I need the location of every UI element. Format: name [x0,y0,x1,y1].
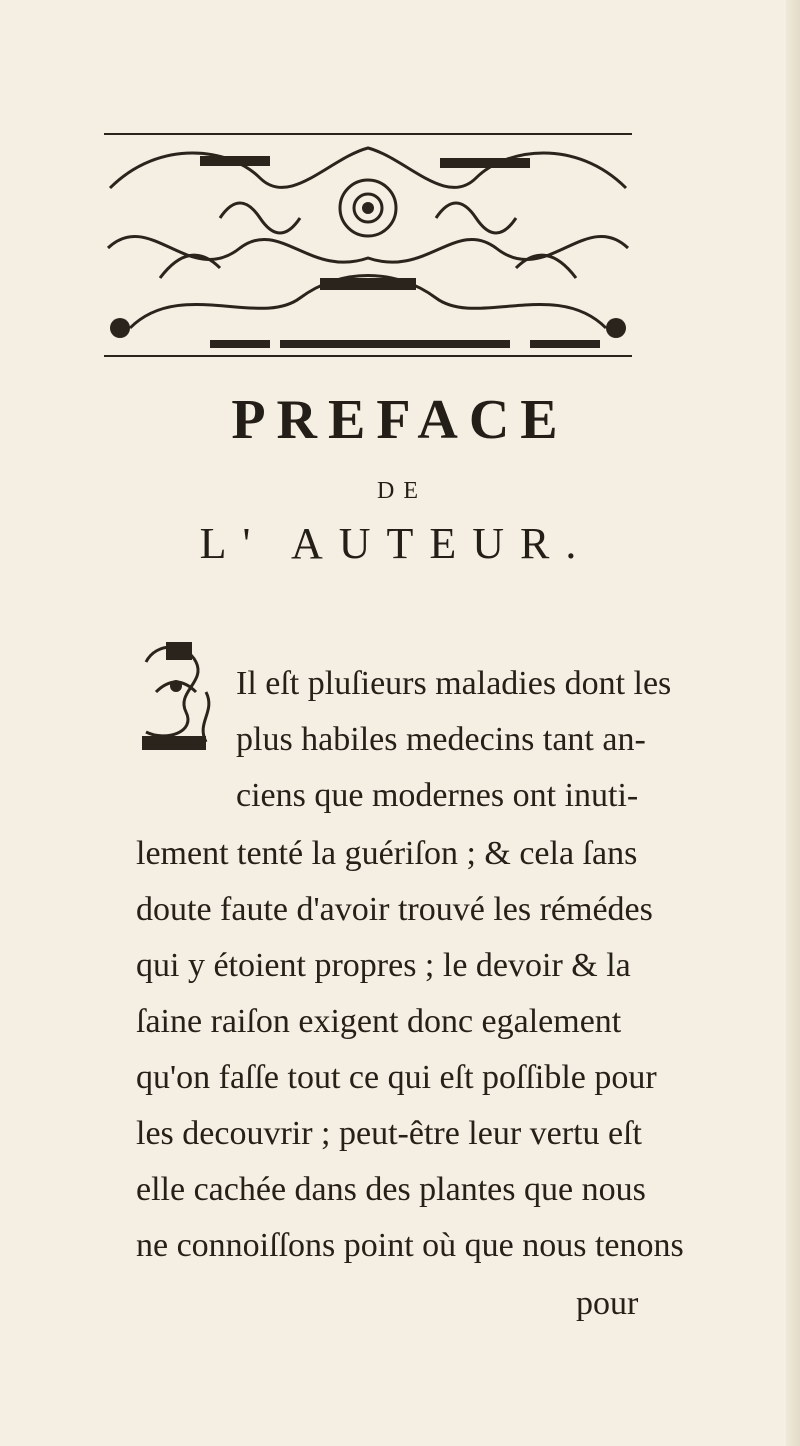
text-line: ſaine raiſon exigent donc egalement [136,1003,622,1040]
page-title: PREFACE [231,389,569,451]
ornamental-headpiece [100,128,636,360]
text-line: qui y étoient propres ; le devoir & la [136,947,631,984]
drop-cap-ornament [136,632,222,758]
text-line: ne connoiſſons point où que nous tenons [136,1227,684,1264]
text-line: Il eſt pluſieurs maladies dont les [236,665,672,702]
text-line: doute faute d'avoir trouvé les rémédes [136,891,653,928]
text-line: ciens que modernes ont inuti- [236,777,639,814]
text-line: lement tenté la guériſon ; & cela ſans [136,835,638,872]
title-de: DE [377,478,427,504]
text-line: elle cachée dans des plantes que nous [136,1171,646,1208]
catchword: pour [576,1285,639,1322]
text-line: les decouvrir ; peut-être leur vertu eſt [136,1115,642,1152]
text-line: qu'on faſſe tout ce qui eſt poſſible pour [136,1059,657,1096]
text-line: plus habiles medecins tant an- [236,721,646,758]
title-author: L' AUTEUR. [199,519,593,568]
page-edge [786,0,800,1446]
